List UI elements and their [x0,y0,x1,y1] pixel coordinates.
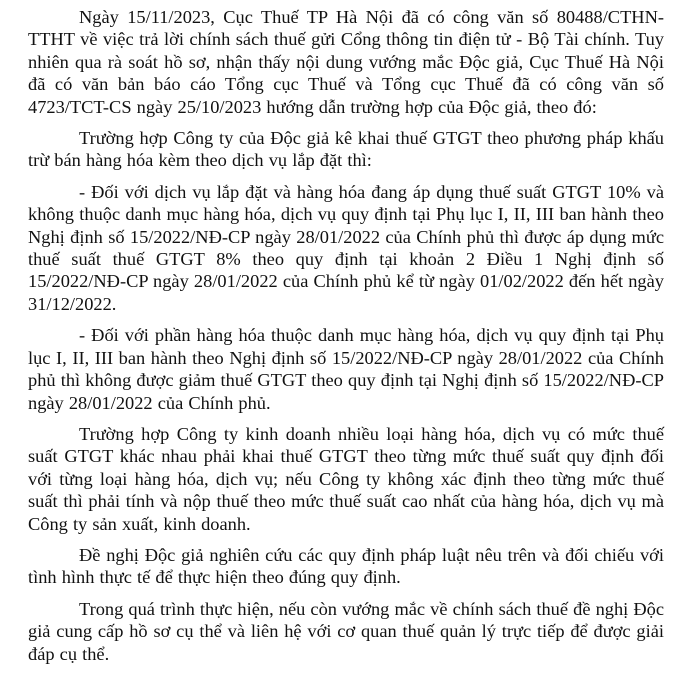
paragraph-listed-goods: - Đối với phần hàng hóa thuộc danh mục hàng hóa, dịch vụ quy định tại Phụ lục I, II, III ban hành theo Nghị định số 15/2022/NĐ-CP ngày 28/01/2022 của Chính phủ thì không được giảm thuế GTGT theo quy định tại Nghị định số 15/2022/NĐ-CP ngày 28/01/2022 của Chính phủ. [28,325,664,413]
paragraph-multiple-rates: Trường hợp Công ty kinh doanh nhiều loại hàng hóa, dịch vụ có mức thuế suất GTGT khác nhau phải khai thuế GTGT theo từng mức thuế suất quy định đối với từng loại hàng hóa, dịch vụ; nếu Công ty không xác định theo từng mức thuế suất thì phải tính và nộp thuế theo mức thuế suất cao nhất của hàng hóa, dịch vụ mà Công ty sản xuất, kinh doanh. [28,423,664,534]
document-body [28,6,664,665]
paragraph-installation-services: - Đối với dịch vụ lắp đặt và hàng hóa đang áp dụng thuế suất GTGT 10% và không thuộc danh mục hàng hóa, dịch vụ quy định tại Phụ lục I, II, III ban hành theo Nghị định số 15/2022/NĐ-CP ngày 28/01/2022 của Chính phủ thì được áp dụng mức thuế suất thuế GTGT 8% theo quy định tại khoản 2 Điều 1 Nghị định số 15/2022/NĐ-CP ngày 28/01/2022 của Chính phủ kể từ ngày 01/02/2022 đến hết ngày 31/12/2022. [28,181,664,314]
paragraph-contact: Trong quá trình thực hiện, nếu còn vướng mắc về chính sách thuế đề nghị Độc giả cung cấp hồ sơ cụ thể và liên hệ với cơ quan thuế quản lý trực tiếp để được giải đáp cụ thể. [28,598,665,664]
paragraph-case-deduction: Trường hợp Công ty của Độc giả kê khai thuế GTGT theo phương pháp khấu trừ bán hàng hóa kèm theo dịch vụ lắp đặt thì: [28,128,664,171]
paragraph-recommendation: Đề nghị Độc giả nghiên cứu các quy định pháp luật nêu trên và đối chiếu với tình hình thực tế để thực hiện theo đúng quy định. [28,544,664,588]
paragraph-intro: Ngày 15/11/2023, Cục Thuế TP Hà Nội đã có công văn số 80488/CTHN-TTHT về việc trả lời chính sách thuế gửi Cổng thông tin điện tử - Bộ Tài chính. Tuy nhiên qua rà soát hồ sơ, nhận thấy nội dung vướng mắc Độc giả, Cục Thuế Hà Nội đã có văn bản báo cáo Tổng cục Thuế và Tổng cục Thuế đã có công văn số 4723/TCT-CS ngày 25/10/2023 hướng dẫn trường hợp của Độc giả, theo đó: [28,7,664,117]
